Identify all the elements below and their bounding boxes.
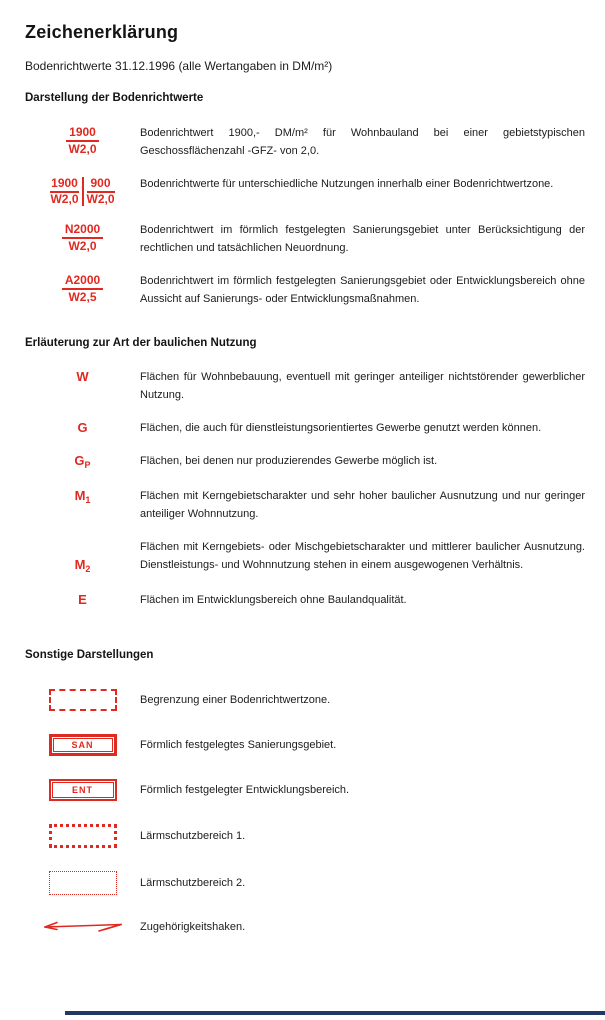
- fraction-denominator: W2,0: [68, 239, 97, 253]
- hook-arrow-icon: [42, 919, 124, 935]
- row-description: Flächen, die auch für dienstleistungsorientiertes Gewerbe genutzt werden können.: [140, 422, 542, 434]
- section-rows-sonstige: [25, 689, 585, 936]
- row-description: Flächen mit Kerngebiets- oder Mischgebietscharakter und mittlerer baulicher Ausnutzung. Dienstleistungs- und Wohnnutzung stehen in einem ausgewogenen Verhältnis.: [140, 541, 585, 571]
- use-letter-symbol: [25, 538, 140, 576]
- use-letter-symbol: [25, 419, 140, 437]
- use-letter-symbol: [25, 487, 140, 523]
- legend-row: [25, 871, 585, 895]
- san-box-icon: [49, 734, 117, 756]
- legend-row: [25, 175, 585, 206]
- page-bottom-bar: [65, 1011, 605, 1015]
- fine-dotted-box-icon: [49, 871, 117, 895]
- row-description: Flächen mit Kerngebietscharakter und sehr hoher baulicher Ausnutzung und nur geringer anteiliger Wohnnutzung.: [140, 490, 585, 520]
- page-title: Zeichenerklärung: [25, 22, 179, 42]
- row-description: Lärmschutzbereich 2.: [140, 877, 246, 889]
- legend-row: [25, 591, 585, 609]
- double-value-fraction-symbol: [25, 175, 140, 206]
- use-letter-subscript: 2: [85, 564, 91, 574]
- san-box-label: SAN: [71, 740, 94, 750]
- dotted-box-icon: [49, 824, 117, 848]
- use-letter-symbol: [25, 591, 140, 609]
- row-description: Flächen für Wohnbebauung, eventuell mit geringer anteiliger nichtstörender gewerblicher Nutzung.: [140, 371, 585, 401]
- legend-row: [25, 452, 585, 472]
- fraction-denominator: W2,5: [68, 290, 97, 304]
- use-letter-symbol: [25, 368, 140, 404]
- laermschutz1-symbol: [25, 824, 140, 848]
- section-heading-darstellung: Darstellung der Bodenrichtwerte: [25, 92, 204, 104]
- row-description: Förmlich festgelegter Entwicklungsbereich.: [140, 784, 350, 796]
- use-letter-m2: M: [74, 557, 86, 572]
- row-description: Zugehörigkeitshaken.: [140, 921, 246, 933]
- ent-box-icon: [49, 779, 117, 801]
- fraction-numerator-right: 900: [87, 177, 115, 193]
- section-rows-darstellung: [25, 124, 585, 308]
- row-description: Bodenrichtwert 1900,- DM/m² für Wohnbauland bei einer gebietstypischen Geschossflächenzahl -GFZ- von 2,0.: [140, 127, 585, 157]
- legend-row: [25, 419, 585, 437]
- zugehoerigkeitshaken-symbol: [25, 919, 140, 935]
- legend-row: [25, 538, 585, 576]
- legend-row: [25, 779, 585, 801]
- legend-row: [25, 734, 585, 756]
- fraction-numerator: N2000: [62, 223, 103, 239]
- fraction-denominator-left: W2,0: [50, 192, 79, 206]
- row-description: Förmlich festgelegtes Sanierungsgebiet.: [140, 739, 337, 751]
- fraction-numerator: A2000: [62, 274, 103, 290]
- use-letter-m1: M: [74, 488, 86, 503]
- legend-row: [25, 124, 585, 160]
- use-letter-e: E: [78, 592, 87, 607]
- legend-row: [25, 824, 585, 848]
- legend-row: [25, 918, 585, 936]
- row-description: Flächen im Entwicklungsbereich ohne Baulandqualität.: [140, 594, 407, 606]
- fraction-denominator: W2,0: [68, 142, 97, 156]
- section-heading-sonstige: Sonstige Darstellungen: [25, 649, 154, 661]
- legend-row: [25, 689, 585, 711]
- legend-row: [25, 221, 585, 257]
- ent-box-label: ENT: [72, 785, 93, 795]
- value-fraction-symbol: [25, 221, 140, 257]
- value-fraction-symbol: [25, 272, 140, 308]
- dashed-box-icon: [49, 689, 117, 711]
- row-description: Lärmschutzbereich 1.: [140, 830, 246, 842]
- use-letter-gp: G: [74, 453, 85, 468]
- use-letter-subscript: P: [84, 460, 91, 470]
- row-description: Bodenrichtwert im förmlich festgelegten Sanierungsgebiet oder Entwicklungsbereich ohne Aussicht auf Sanierungs- oder Entwicklungsmaßnahmen.: [140, 275, 585, 305]
- use-letter-w: W: [76, 369, 89, 384]
- row-description: Flächen, bei denen nur produzierendes Gewerbe möglich ist.: [140, 455, 438, 467]
- row-description: Begrenzung einer Bodenrichtwertzone.: [140, 694, 331, 706]
- page-subtitle: Bodenrichtwerte 31.12.1996 (alle Wertangaben in DM/m²): [25, 59, 333, 73]
- row-description: Bodenrichtwert im förmlich festgelegten Sanierungsgebiet unter Berücksichtigung der rechtlichen und tatsächlichen Neuordnung.: [140, 224, 585, 254]
- value-fraction-symbol: [25, 124, 140, 160]
- use-letter-subscript: 1: [85, 495, 91, 505]
- laermschutz2-symbol: [25, 871, 140, 895]
- section-rows-nutzung: [25, 368, 585, 609]
- sanierungsgebiet-symbol: [25, 734, 140, 756]
- use-letter-g: G: [77, 420, 88, 435]
- fraction-denominator-right: W2,0: [86, 192, 115, 206]
- row-description: Bodenrichtwerte für unterschiedliche Nutzungen innerhalb einer Bodenrichtwertzone.: [140, 178, 554, 190]
- fraction-numerator: 1900: [66, 126, 99, 142]
- legend-row: [25, 487, 585, 523]
- legend-row: [25, 272, 585, 308]
- section-heading-nutzung: Erläuterung zur Art der baulichen Nutzung: [25, 337, 257, 349]
- zone-boundary-symbol: [25, 689, 140, 711]
- use-letter-symbol: [25, 452, 140, 472]
- legend-row: [25, 368, 585, 404]
- entwicklungsbereich-symbol: [25, 779, 140, 801]
- fraction-numerator-left: 1900: [50, 177, 78, 193]
